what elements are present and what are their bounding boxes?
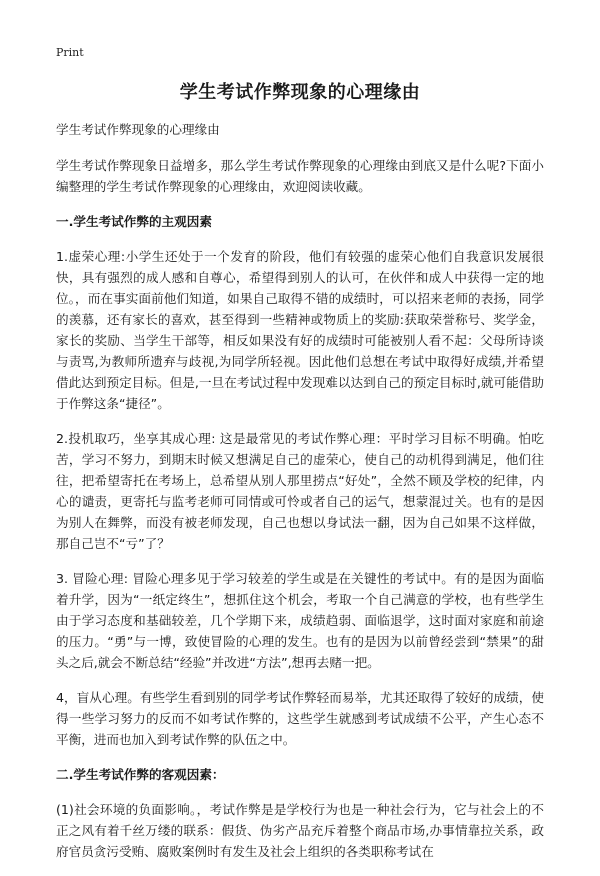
print-link[interactable]: Print [56, 46, 84, 59]
section1-paragraph-opportunism: 2.投机取巧，坐享其成心理: 这是最常见的考试作弊心理：平时学习目标不明确。怕吃苦，学习不努力，到期末时候又想满足自己的虚荣心，使自己的动机得到满足，他们往往，把希望寄托在考场上，总希望从别人那里捞点“好处”，全然不顾及学校的纪律，内心的谴责，更寄托与监考老师可同情或可怜或者自己的运气，想蒙混过关。也有的是因为别人在舞弊，而没有被老师发现，自己也想以身试法一翻，因为自己如果不这样做，那自己岂不“亏”了？ [56, 431, 544, 551]
page-title: 学生考试作弊现象的心理缘由 [179, 82, 421, 103]
section1-paragraph-vanity: 1.虚荣心理:小学生还处于一个发育的阶段，他们有较强的虚荣心他们自我意识发展很快，具有强烈的成人感和自尊心，希望得到别人的认可，在伙伴和成人中获得一定的地位。，而在事实面前他们知道，如果自己取得不错的成绩时，可以招来老师的表扬，同学的羡慕，还有家长的喜欢，甚至得到一些精神或物质上的奖励:获取荣誉称号、奖学金，家长的奖励、当学生干部等，相反如果没有好的成绩时可能被别人看不起：父母所诗谈与责骂,为教师所遗弃与歧视,为同学所轻视。因此他们总想在考试中取得好成绩,并希望借此达到预定目标。但是,一旦在考试过程中发现难以达到自己的预定目标时,就可能借助于作弊这条“捷径”。 [56, 249, 544, 411]
article-body [56, 119, 544, 876]
intro-paragraph: 学生考试作弊现象日益增多，那么学生考试作弊现象的心理缘由到底又是什么呢?下面小编整理的学生考试作弊现象的心理缘由，欢迎阅读收藏。 [56, 158, 544, 194]
section2-heading: 二.学生考试作弊的客观因素： [56, 767, 225, 782]
section1-paragraph-risk: 3. 冒险心理: 冒险心理多见于学习较差的学生或是在关键性的考试中。有的是因为面临着升学，因为“一纸定终生”，想抓住这个机会，考取一个自己满意的学校，也有些学生由于学习态度和基础较差，几个学期下来，成绩趋弱、面临退学，这时面对家庭和前途的压力。“勇”与一博，致使冒险的心理的发生。也有的是因为以前曾经尝到“禁果”的甜头之后,就会不断总结“经验”并改进“方法”,想再去赌一把。 [56, 571, 544, 670]
section2-paragraph-social: (1)社会环境的负面影响。，考试作弊是是学校行为也是一种社会行为，它与社会上的不正之风有着千丝万缕的联系：假货、伪劣产品充斥着整个商品市场,办事情靠拉关系，政府官员贪污受贿、腐败案例时有发生及社会上组织的各类职称考试在 [56, 802, 544, 859]
article-subtitle: 学生考试作弊现象的心理缘由 [56, 122, 220, 137]
section1-paragraph-conformity: 4，盲从心理。有些学生看到别的同学考试作弊轻而易举，尤其还取得了较好的成绩，使得一些学习努力的反而不如考试作弊的，这些学生就感到考试成绩不公平，产生心态不平衡，进而也加入到考试作弊的队伍之中。 [56, 690, 544, 747]
section1-heading: 一.学生考试作弊的主观因素 [56, 214, 212, 229]
